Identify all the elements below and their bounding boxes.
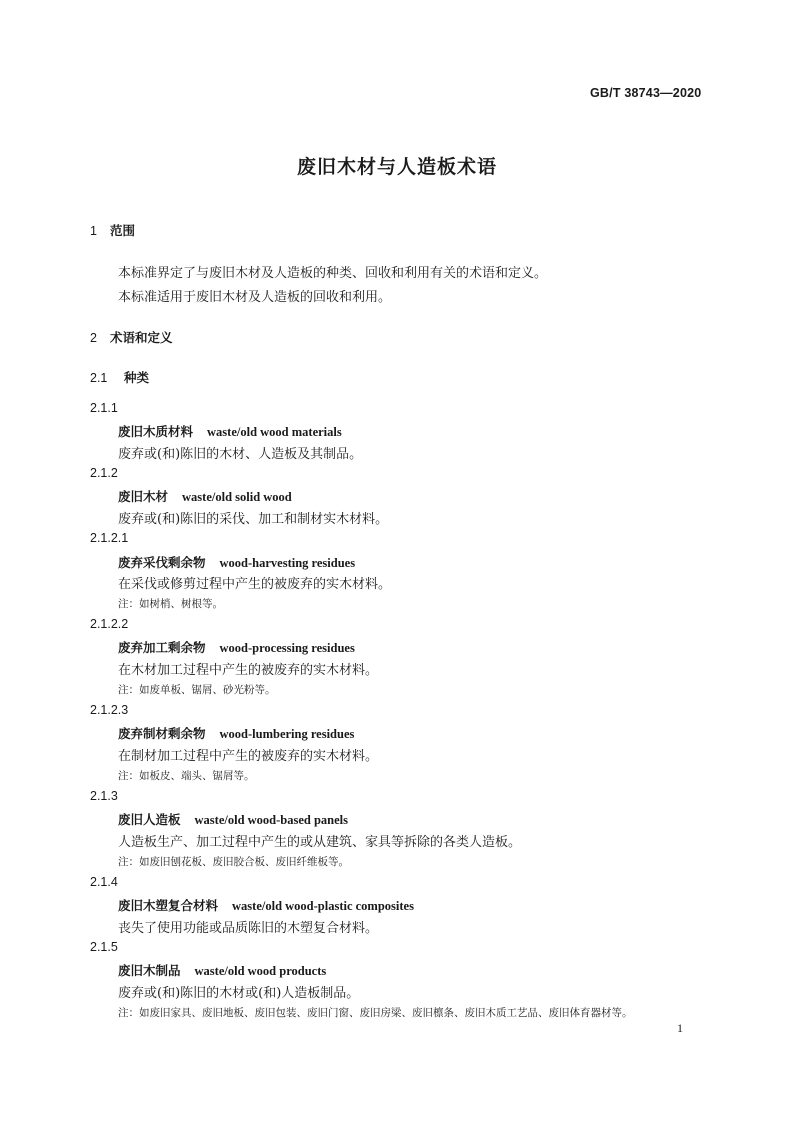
term-chinese: 废旧木材: [118, 489, 169, 504]
section-number: 2.1: [90, 371, 108, 385]
term-chinese: 废弃采伐剩余物: [118, 555, 206, 570]
term-note: 注：如废旧家具、废旧地板、废旧包装、废旧门窗、废旧房梁、废旧檩条、废旧木质工艺品、废旧体育器材等。: [118, 1007, 633, 1019]
term-entry: [118, 487, 292, 505]
term-english: wood-processing residues: [219, 641, 355, 655]
term-definition: 人造板生产、加工过程中产生的或从建筑、家具等拆除的各类人造板。: [118, 835, 522, 850]
term-entry: [118, 961, 326, 979]
section-1-heading: [90, 221, 135, 239]
section-title: 术语和定义: [110, 330, 173, 345]
term-chinese: 废弃加工剩余物: [118, 640, 206, 655]
term-number: 2.1.4: [90, 875, 118, 889]
term-english: waste/old wood-based panels: [194, 813, 349, 827]
term-definition: 废弃或(和)陈旧的采伐、加工和制材实木材料。: [118, 512, 389, 527]
term-definition: 在木材加工过程中产生的被废弃的实木材料。: [118, 663, 379, 678]
section-title: 种类: [124, 370, 150, 385]
page-number: 1: [677, 1021, 683, 1035]
term-note: 注：如树梢、树根等。: [118, 598, 223, 610]
term-note: 注：如板皮、端头、锯屑等。: [118, 770, 255, 782]
scope-paragraph-1: 本标准界定了与废旧木材及人造板的种类、回收和利用有关的术语和定义。: [118, 266, 548, 281]
term-english: waste/old solid wood: [182, 490, 292, 504]
section-number: 2: [90, 331, 97, 345]
term-entry: [118, 422, 342, 440]
section-title: 范围: [110, 223, 136, 238]
term-chinese: 废旧人造板: [118, 812, 181, 827]
term-entry: [118, 553, 355, 571]
term-number: 2.1.2: [90, 466, 118, 480]
term-english: waste/old wood-plastic composites: [232, 899, 414, 913]
term-english: wood-harvesting residues: [219, 556, 356, 570]
document-title: 废旧木材与人造板术语: [296, 156, 497, 178]
term-number: 2.1.3: [90, 789, 118, 803]
term-number: 2.1.2.1: [90, 531, 129, 545]
term-number: 2.1.2.2: [90, 617, 129, 631]
term-english: waste/old wood products: [194, 964, 327, 978]
term-definition: 废弃或(和)陈旧的木材或(和)人造板制品。: [118, 986, 360, 1001]
section-2-1-heading: [90, 368, 149, 386]
section-number: 1: [90, 224, 97, 238]
term-number: 2.1.5: [90, 940, 118, 954]
term-english: waste/old wood materials: [207, 425, 342, 439]
term-entry: [118, 724, 354, 742]
term-note: 注：如废单板、锯屑、砂光粉等。: [118, 684, 276, 696]
term-definition: 在采伐或修剪过程中产生的被废弃的实木材料。: [118, 577, 392, 592]
term-number: 2.1.1: [90, 401, 118, 415]
term-english: wood-lumbering residues: [219, 727, 355, 741]
term-chinese: 废旧木制品: [118, 963, 181, 978]
term-entry: [118, 896, 414, 914]
section-2-heading: [90, 328, 173, 346]
standard-number: GB/T 38743—2020: [590, 86, 702, 100]
term-note: 注：如废旧刨花板、废旧胶合板、废旧纤维板等。: [118, 856, 349, 868]
term-entry: [118, 638, 355, 656]
scope-paragraph-2: 本标准适用于废旧木材及人造板的回收和利用。: [118, 290, 392, 305]
term-chinese: 废旧木塑复合材料: [118, 898, 219, 913]
term-definition: 在制材加工过程中产生的被废弃的实木材料。: [118, 749, 379, 764]
term-definition: 废弃或(和)陈旧的木材、人造板及其制品。: [118, 447, 363, 462]
term-number: 2.1.2.3: [90, 703, 129, 717]
term-chinese: 废弃制材剩余物: [118, 726, 206, 741]
term-chinese: 废旧木质材料: [118, 424, 194, 439]
term-definition: 丧失了使用功能或品质陈旧的木塑复合材料。: [118, 921, 379, 936]
term-entry: [118, 810, 348, 828]
